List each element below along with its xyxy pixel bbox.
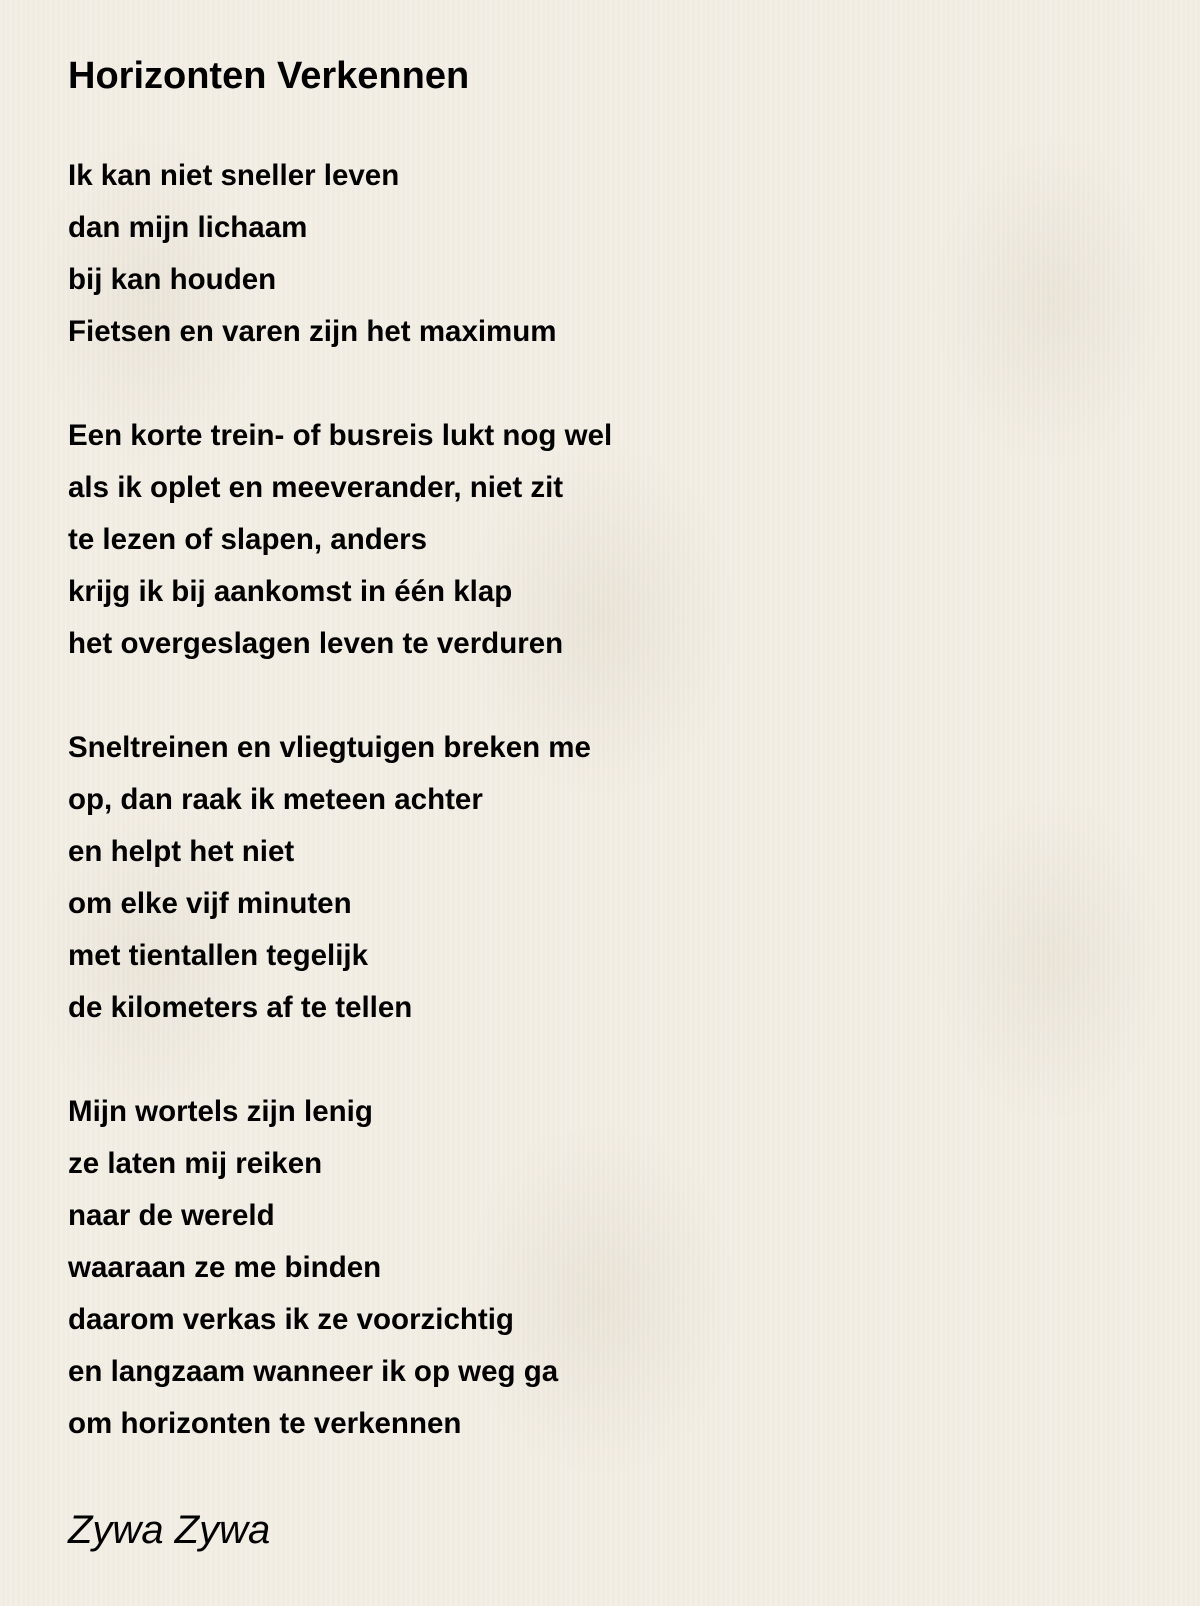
poem-line: Fietsen en varen zijn het maximum: [68, 315, 557, 348]
stanza-4: [68, 1086, 612, 1450]
poem-line: Een korte trein- of busreis lukt nog wel: [68, 419, 613, 452]
poem-line: het overgeslagen leven te verduren: [68, 627, 564, 660]
poem-body: [68, 150, 612, 1502]
stanza-1: [68, 150, 612, 358]
poem-line: waaraan ze me binden: [68, 1251, 382, 1284]
poem-line: Ik kan niet sneller leven: [68, 159, 400, 192]
poem-line: bij kan houden: [68, 263, 277, 296]
poem-line: om horizonten te verkennen: [68, 1407, 462, 1440]
poem-line: en langzaam wanneer ik op weg ga: [68, 1355, 559, 1388]
poem-line: daarom verkas ik ze voorzichtig: [68, 1303, 514, 1336]
stanza-2: [68, 410, 612, 670]
poem-title: Horizonten Verkennen: [68, 55, 470, 97]
poem-line: en helpt het niet: [68, 835, 295, 868]
poem-line: Mijn wortels zijn lenig: [68, 1095, 373, 1128]
poem-line: met tientallen tegelijk: [68, 939, 368, 972]
poem-line: op, dan raak ik meteen achter: [68, 783, 483, 816]
poem-author: Zywa Zywa: [68, 1508, 271, 1552]
poem-line: om elke vijf minuten: [68, 887, 352, 920]
poem-line: de kilometers af te tellen: [68, 991, 413, 1024]
poem-line: ze laten mij reiken: [68, 1147, 323, 1180]
poem-line: Sneltreinen en vliegtuigen breken me: [68, 731, 591, 764]
stanza-3: [68, 722, 612, 1034]
poem-line: naar de wereld: [68, 1199, 275, 1232]
poem-line: dan mijn lichaam: [68, 211, 308, 244]
poem-line: als ik oplet en meeverander, niet zit: [68, 471, 564, 504]
poem-line: te lezen of slapen, anders: [68, 523, 428, 556]
poem-line: krijg ik bij aankomst in één klap: [68, 575, 513, 608]
